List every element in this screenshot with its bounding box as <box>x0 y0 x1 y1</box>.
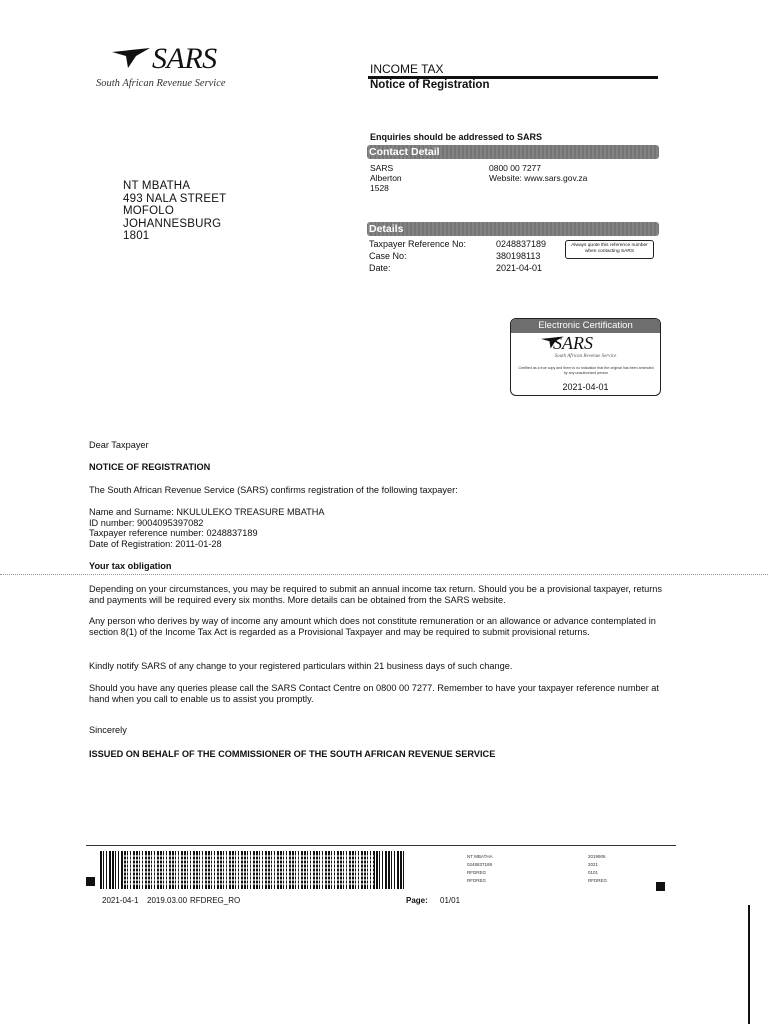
obligation-paragraph: Depending on your circumstances, you may be required to submit an annual income tax return. Should you be a provisional taxpayer, returns and payments will be required every six months. More details can be obtained from the SARS website. <box>89 584 663 605</box>
contact-code: 1528 <box>370 183 389 193</box>
footer-info-right <box>588 853 607 885</box>
footer-form-code: RFDREG_RO <box>190 896 241 905</box>
footer-info-line: NT MBATHA <box>467 854 493 859</box>
address-line: 493 NALA STREET <box>123 192 227 205</box>
footer-info-line: 2021 <box>588 862 599 867</box>
barcode-overlay <box>124 855 374 885</box>
notify-changes-paragraph: Kindly notify SARS of any change to your registered particulars within 21 business days of such change. <box>89 661 513 671</box>
notice-heading: NOTICE OF REGISTRATION <box>89 462 211 472</box>
enquiries-note: Enquiries should be addressed to SARS <box>370 132 543 142</box>
taxpayer-id: ID number: 9004095397082 <box>89 517 204 528</box>
issued-by: ISSUED ON BEHALF OF THE COMMISSIONER OF THE SOUTH AFRICAN REVENUE SERVICE <box>89 749 496 759</box>
details-labels <box>369 238 466 274</box>
address-line: JOHANNESBURG <box>123 217 222 230</box>
footer-divider <box>86 845 676 846</box>
contact-phone: 0800 00 7277 <box>489 163 541 173</box>
taxpayer-name: Name and Surname: NKULULEKO TREASURE MBATHA <box>89 507 325 517</box>
contact-detail-header: Contact Detail <box>367 145 659 159</box>
recipient-address <box>123 180 226 243</box>
certification-date: 2021-04-01 <box>562 382 609 392</box>
case-number-value: 380198113 <box>496 251 541 261</box>
footer-info-line: 0101 <box>588 870 599 875</box>
document-type: INCOME TAX <box>370 62 444 76</box>
queries-paragraph: Should you have any queries please call the SARS Contact Centre on 0800 00 7277. Remember to have your taxpayer reference number at hand when you call to enable us to assist you promptly. <box>89 683 659 704</box>
fold-line <box>0 574 768 575</box>
contact-info <box>489 163 587 183</box>
address-line: NT MBATHA <box>123 180 191 192</box>
date-label: Date: <box>369 263 391 273</box>
taxpayer-particulars <box>89 507 669 549</box>
closing: Sincerely <box>89 725 127 735</box>
greeting: Dear Taxpayer <box>89 440 149 450</box>
certification-logo-text: SARS <box>553 333 593 353</box>
footer-info-left <box>467 853 493 885</box>
document-title: Notice of Registration <box>370 79 490 91</box>
electronic-certification-stamp <box>510 318 661 396</box>
address-line: 1801 <box>123 230 150 242</box>
taxpayer-reference-value: 0248837189 <box>496 239 547 249</box>
page-number: 01/01 <box>440 896 461 905</box>
scan-edge-line <box>748 905 750 1024</box>
provisional-taxpayer-paragraph: Any person who derives by way of income any amount which does not constitute remuneration or an allowance or advance contemplated in section 8(1) of the Income Tax Act is regarded as a Provisional Taxpayer and may be required to submit provisional returns. <box>89 616 656 637</box>
sars-logo <box>96 42 246 94</box>
page-label: Page: <box>406 896 428 905</box>
footer-info-line: 0248837189 <box>467 862 493 867</box>
certification-fine-print: Certified as a true copy and there is no indication that the original has been amended by any unauthorised person <box>518 366 654 375</box>
registration-date: Date of Registration: 2011-01-28 <box>89 538 222 549</box>
contact-city: Alberton <box>370 173 402 183</box>
obligation-heading: Your tax obligation <box>89 561 172 571</box>
footer-info-line: RFDREG <box>467 878 486 883</box>
details-values <box>496 238 546 274</box>
registration-mark-icon <box>656 882 665 891</box>
logo-text: SARS <box>152 42 217 75</box>
intro-paragraph: The South African Revenue Service (SARS) confirms registration of the following taxpayer: <box>89 485 458 495</box>
date-value: 2021-04-01 <box>496 263 543 273</box>
contact-name: SARS <box>370 163 394 173</box>
taxpayer-reference-label: Taxpayer Reference No: <box>369 239 467 249</box>
footer-date: 2021-04-1 <box>102 896 139 905</box>
logo-subtitle: South African Revenue Service <box>96 78 226 89</box>
certification-subtitle: South African Revenue Service <box>554 354 617 359</box>
footer-info-line: RFDREG <box>467 870 486 875</box>
certification-title: Electronic Certification <box>511 319 660 333</box>
footer-info-line: 2019906 <box>588 854 606 859</box>
sars-logo-mark-icon <box>112 46 152 70</box>
address-line: MOFOLO <box>123 205 175 217</box>
footer-info-line: RFDREG <box>588 878 607 883</box>
case-number-label: Case No: <box>369 251 407 261</box>
taxpayer-reference: Taxpayer reference number: 0248837189 <box>89 528 258 538</box>
reference-note-box: Always quote this reference number when contacting SARS <box>565 240 654 259</box>
contact-website: Website: www.sars.gov.za <box>489 173 588 183</box>
details-header: Details <box>367 222 659 236</box>
contact-address <box>370 163 402 193</box>
footer-version: 2019.03.00 <box>147 896 188 905</box>
registration-mark-icon <box>86 877 95 886</box>
